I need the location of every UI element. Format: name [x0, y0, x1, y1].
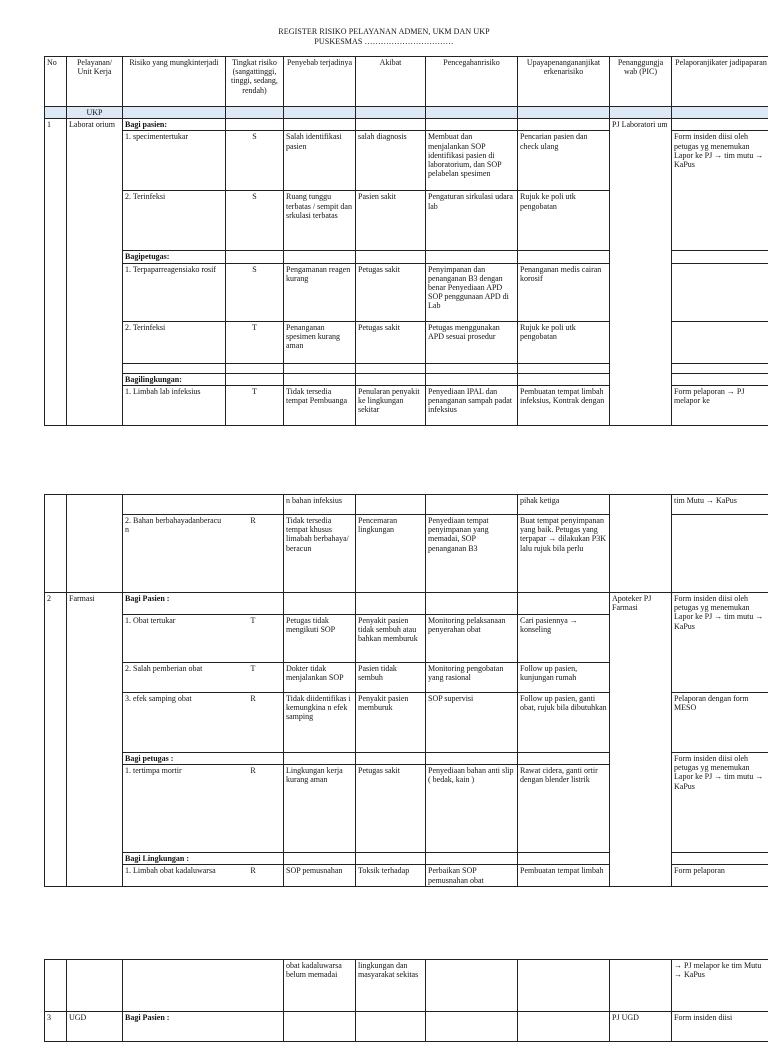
level-text: R	[225, 516, 281, 534]
prevention-cell: Monitoring pelaksanaan penyerahan obat	[426, 615, 518, 663]
row-number: 1	[45, 119, 67, 426]
header-tingkat: Tingkat risiko (sangattinggi, tinggi, sedang, rendah)	[226, 57, 284, 107]
reporting-cell: tim Mutu → KaPus	[672, 495, 768, 515]
risk-level-cell	[123, 765, 284, 853]
prevention-cell: Penyediaan bahan anti slip ( bedak, kain )	[426, 765, 518, 853]
reporting-cell: Form pelaporan	[672, 865, 768, 886]
effect-cell: Penyakit pasien memburuk	[356, 693, 426, 753]
risk-cell: 1. specimentertukar	[123, 131, 226, 191]
header-pic: Penanggungja wab (PIC)	[610, 57, 672, 107]
level-text: R	[225, 766, 281, 775]
header-upaya: Upayapenangananjikat erkenarisiko	[518, 57, 610, 107]
prevention-cell: Penyimpanan dan penanganan B3 dengan benar Penyediaan APD SOP penggunaan APD di Lab	[426, 263, 518, 321]
reporting-cell: Form insiden diisi	[672, 1012, 768, 1042]
group-heading: Bagi Lingkungan :	[123, 853, 284, 865]
cause-cell: Tidak diidentifikas i kemungkina n efek samping	[284, 693, 356, 753]
handling-cell: Follow up pasien, ganti obat, rujuk bila dibutuhkan	[518, 693, 610, 753]
row-number: 3	[45, 1012, 67, 1042]
cause-cell: obat kadaluwarsa belum memadai	[284, 960, 356, 1012]
handling-cell: Pembuatan tempat limbah	[518, 865, 610, 886]
level-cell: T	[226, 385, 284, 425]
risk-text: 2. Salah pemberian obat	[125, 664, 225, 673]
reporting-cell: Form insiden diisi oleh petugas yg menemukan Lapor ke PJ → tim mutu → KaPus	[672, 593, 768, 693]
table-row	[45, 593, 768, 615]
effect-cell: salah diagnosis	[356, 131, 426, 191]
unit-name: Farmasi	[67, 593, 123, 887]
section-ukp-label: UKP	[67, 107, 123, 119]
effect-cell: Petugas sakit	[356, 321, 426, 363]
group-heading: Bagi petugas :	[123, 753, 284, 765]
level-text: R	[225, 866, 281, 875]
level-text: T	[225, 664, 281, 673]
cause-cell: Pengamanan reagen kurang	[284, 263, 356, 321]
prevention-cell: Penyediaan tempat penyimpanan yang memadai, SOP penanganan B3	[426, 515, 518, 593]
pic-cell: PJ Laboratori um	[610, 119, 672, 426]
group-heading: Bagilingkungan:	[123, 373, 226, 385]
pic-cell: PJ UGD	[610, 1012, 672, 1042]
prevention-cell: Pengaturan sirkulasi udara lab	[426, 191, 518, 251]
risk-text: 3. efek samping obat	[125, 694, 225, 703]
effect-cell: Petugas sakit	[356, 765, 426, 853]
effect-cell: Pasien tidak sembuh	[356, 663, 426, 693]
title-line-2: PUSKESMAS ……………………………	[0, 37, 768, 47]
cause-cell: Lingkungan kerja kurang aman	[284, 765, 356, 853]
handling-cell: Follow up pasien, kunjungan rumah	[518, 663, 610, 693]
table-row	[45, 495, 768, 515]
effect-cell: Pencemaran lingkungan	[356, 515, 426, 593]
risk-level-cell	[123, 865, 284, 886]
reporting-cell: Form pelaporan → PJ melapor ke	[672, 385, 768, 425]
handling-cell: pihak ketiga	[518, 495, 610, 515]
group-heading: Bagipetugas:	[123, 251, 226, 263]
prevention-cell: SOP supervisi	[426, 693, 518, 753]
risk-level-cell	[123, 615, 284, 663]
handling-cell: Rujuk ke poli utk pengobatan	[518, 321, 610, 363]
table-row	[45, 119, 768, 131]
cause-cell: Dokter tidak menjalankan SOP	[284, 663, 356, 693]
risk-cell: 2. Terinfeksi	[123, 191, 226, 251]
effect-cell: Penularan penyakit ke lingkungan sekitar	[356, 385, 426, 425]
unit-name: Laborat orium	[67, 119, 123, 426]
cause-cell: Tidak tersedia tempat Pembuanga	[284, 385, 356, 425]
handling-cell: Cari pasiennya → konseling	[518, 615, 610, 663]
prevention-cell: Petugas menggunakan APD sesuai prosedur	[426, 321, 518, 363]
risk-level-cell	[123, 663, 284, 693]
risk-register-table-page-2	[44, 494, 768, 887]
risk-text: 1. Limbah obat kadaluwarsa	[125, 866, 225, 875]
group-heading: Bagi Pasien :	[123, 593, 284, 615]
header-pelaporan: Pelaporanjikater jadipaparan	[672, 57, 768, 107]
header-unit: Pelayanan/ Unit Kerja	[67, 57, 123, 107]
header-risiko: Risiko yang mungkinterjadi	[123, 57, 226, 107]
risk-level-cell	[123, 515, 284, 593]
prevention-cell: Membuat dan menjalankan SOP identifikasi pasien di laboratorium, dan SOP pelabelan spesimen	[426, 131, 518, 191]
pic-cell: Apoteker PJ Farmasi	[610, 593, 672, 887]
level-cell: T	[226, 321, 284, 363]
risk-level-cell	[123, 693, 284, 753]
cause-cell: Tidak tersedia tempat khusus limabah berbahaya/ beracun	[284, 515, 356, 593]
handling-cell: Penanganan medis cairan korosif	[518, 263, 610, 321]
prevention-cell: Penyediaan IPAL dan penanganan sampah padat infeksius	[426, 385, 518, 425]
section-ukp-row	[45, 107, 768, 119]
level-text: T	[225, 616, 281, 625]
handling-cell: Pencarian pasien dan check ulang	[518, 131, 610, 191]
risk-text: 1. Obat tertukar	[125, 616, 225, 625]
handling-cell: Rawat cidera, ganti ortir dengan blender listrik	[518, 765, 610, 853]
risk-register-table-page-1	[44, 56, 768, 426]
cause-cell: Salah identifikasi pasien	[284, 131, 356, 191]
risk-cell: 2. Terinfeksi	[123, 321, 226, 363]
risk-register-table-page-3	[44, 959, 768, 1042]
risk-cell: 1. Terpaparreagensiako rosif	[123, 263, 226, 321]
header-row	[45, 57, 768, 107]
effect-cell: lingkungan dan masyarakat sekitas	[356, 960, 426, 1012]
cause-cell: SOP pemusnahan	[284, 865, 356, 886]
effect-cell: Penyakit pasien tidak sembuh atau bahkan memburuk	[356, 615, 426, 663]
level-cell: S	[226, 191, 284, 251]
cause-cell: Penanganan spesimen kurang aman	[284, 321, 356, 363]
reporting-cell: Pelaporan dengan form MESO	[672, 693, 768, 753]
header-akibat: Akibat	[356, 57, 426, 107]
title-line-1: REGISTER RISIKO PELAYANAN ADMEN, UKM DAN UKP	[0, 27, 768, 37]
handling-cell: Buat tempat penyimpanan yang baik. Petugas yang terpapar → dilakukan P3K lalu rujuk bila perlu	[518, 515, 610, 593]
effect-cell: Toksik terhadap	[356, 865, 426, 886]
header-penyebab: Penyebab terjadinya	[284, 57, 356, 107]
risk-text: 1. tertimpa mortir	[125, 766, 225, 775]
handling-cell: Pembuatan tempat limbah infeksius, Kontrak dengan	[518, 385, 610, 425]
unit-name: UGD	[67, 1012, 123, 1042]
group-heading: Bagi Pasien :	[123, 1012, 284, 1042]
effect-cell: Pasien sakit	[356, 191, 426, 251]
header-pencegahan: Pencegahanrisiko	[426, 57, 518, 107]
level-text: R	[225, 694, 281, 703]
level-cell: S	[226, 263, 284, 321]
risk-cell: 1. Limbah lab infeksius	[123, 385, 226, 425]
reporting-cell: Form insiden diisi oleh petugas yg menemukan Lapor ke PJ → tim mutu → KaPus	[672, 131, 768, 251]
header-no: No	[45, 57, 67, 107]
cause-cell: Petugas tidak mengikuti SOP	[284, 615, 356, 663]
table-row	[45, 1012, 768, 1042]
reporting-cell: → PJ melapor ke tim Mutu → KaPus	[672, 960, 768, 1012]
group-heading: Bagi pasien:	[123, 119, 226, 131]
cause-cell: n bahan infeksius	[284, 495, 356, 515]
effect-cell: Petugas sakit	[356, 263, 426, 321]
handling-cell: Rujuk ke poli utk pengobatan	[518, 191, 610, 251]
cause-cell: Ruang tunggu terbatas / sempit dan srkulasi terbatas	[284, 191, 356, 251]
level-cell: S	[226, 131, 284, 191]
table-row	[45, 960, 768, 1012]
reporting-cell: Form insiden diisi oleh petugas yg menemukan Lapor ke PJ → tim mutu → KaPus	[672, 753, 768, 853]
row-number: 2	[45, 593, 67, 887]
document-title	[0, 27, 768, 47]
risk-text: 2. Bahan berbahayadanberacu n	[125, 516, 225, 534]
prevention-cell: Perbaikan SOP pemusnahan obat	[426, 865, 518, 886]
prevention-cell: Monitoring pengobatan yang rasional	[426, 663, 518, 693]
